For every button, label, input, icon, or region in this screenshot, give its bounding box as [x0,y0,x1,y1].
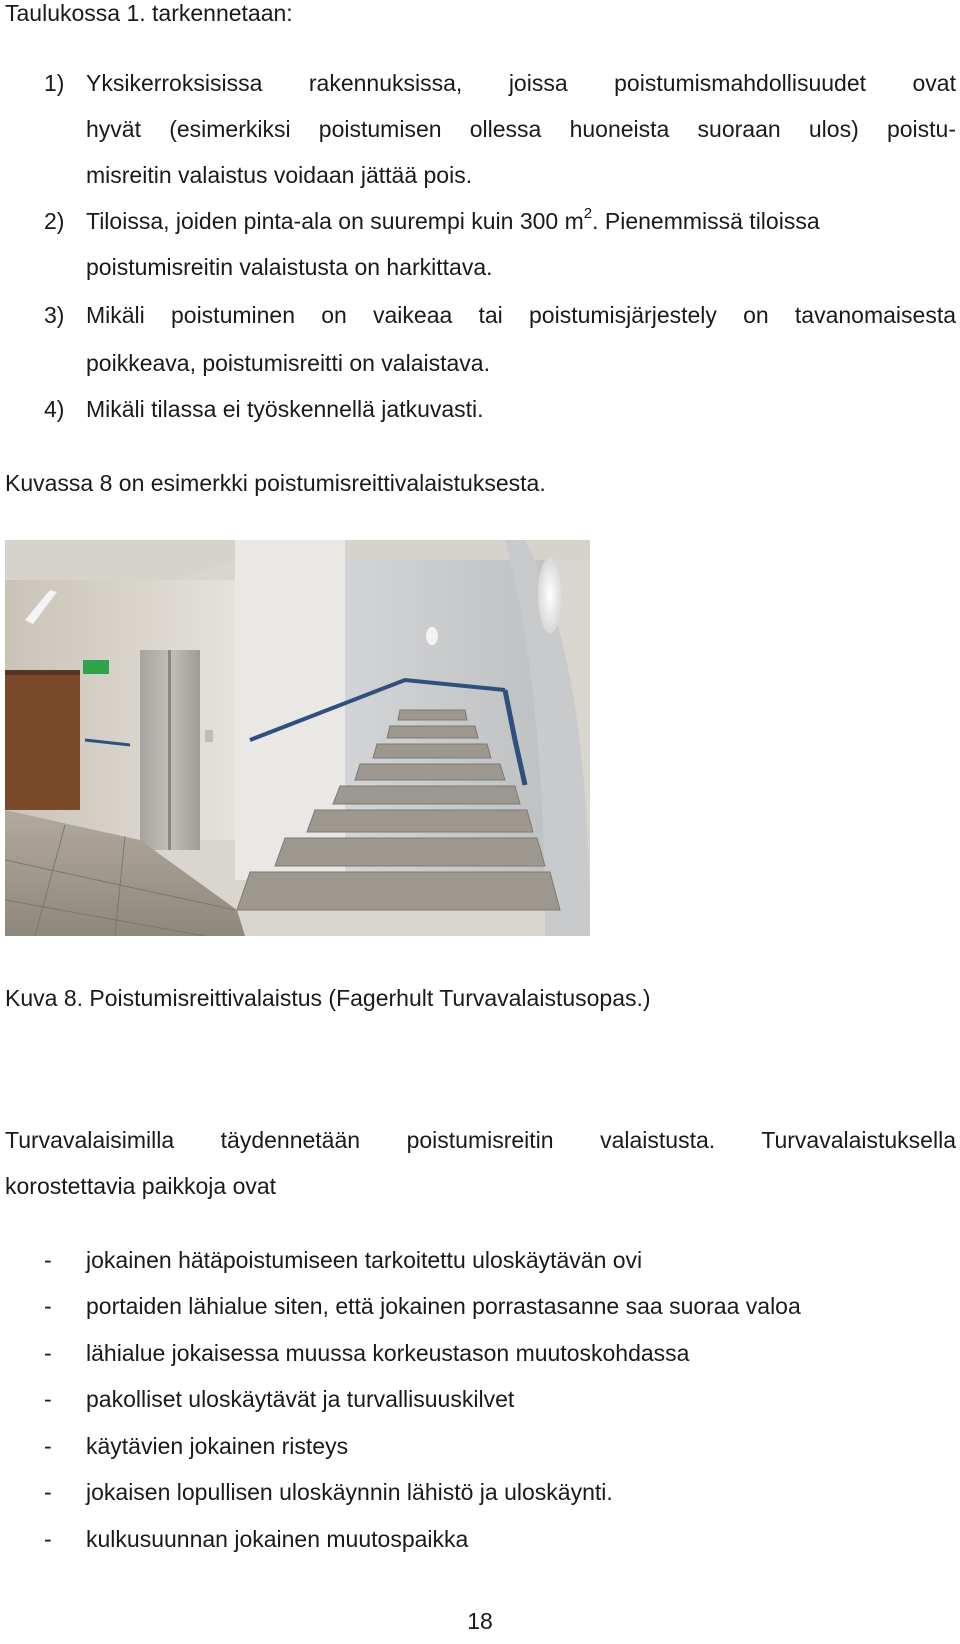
note-1-line-3: misreitin valaistus voidaan jättää pois. [86,162,473,188]
list-item: pakolliset uloskäytävät ja turvallisuuskilvet [86,1386,515,1412]
note-4-number: 4) [44,396,65,422]
intro-text: Taulukossa 1. tarkennetaan: [5,0,293,26]
paragraph-line-2: korostettavia paikkoja ovat [5,1173,277,1199]
note-2-number: 2) [44,208,65,234]
figure-caption: Kuva 8. Poistumisreittivalaistus (Fagerhult Turvavalaistusopas.) [5,985,651,1011]
note-2-after-sup: . Pienemmissä tiloissa [592,208,820,234]
list-item: kulkusuunnan jokainen muutospaikka [86,1526,469,1552]
bullet-dash: - [44,1247,52,1273]
note-1-line-1: Yksikerroksisissa rakennuksissa, joissa poistumismahdollisuudet ovat [86,70,956,96]
bullet-dash: - [44,1293,52,1319]
note-1-number: 1) [44,70,65,96]
note-3-line-2: poikkeava, poistumisreitti on valaistava. [86,350,490,376]
list-item: jokaisen lopullisen uloskäynnin lähistö ja uloskäynti. [86,1479,613,1505]
note-2-before-sup: Tiloissa, joiden pinta-ala on suurempi kuin 300 m [86,208,584,234]
figure-reference: Kuvassa 8 on esimerkki poistumisreittivalaistuksesta. [5,470,546,496]
note-2-line-2: poistumisreitin valaistusta on harkittava. [86,254,493,280]
note-4-line-1: Mikäli tilassa ei työskennellä jatkuvasti. [86,396,484,422]
bullet-dash: - [44,1526,52,1552]
note-3-number: 3) [44,302,65,328]
page-number: 18 [467,1608,493,1634]
bullet-dash: - [44,1340,52,1366]
list-item: portaiden lähialue siten, että jokainen porrastasanne saa suoraa valoa [86,1293,801,1319]
note-3-line-1: Mikäli poistuminen on vaikeaa tai poistumisjärjestely on tavanomaisesta [86,302,956,328]
note-2-line-1-main [86,198,820,244]
list-item: jokainen hätäpoistumiseen tarkoitettu uloskäytävän ovi [86,1247,643,1273]
bullet-dash: - [44,1386,52,1412]
list-item: käytävien jokainen risteys [86,1433,349,1459]
bullet-dash: - [44,1479,52,1505]
bullet-dash: - [44,1433,52,1459]
stairwell-photo [5,540,590,936]
note-2-line-1 [86,198,956,244]
note-2-superscript: 2 [583,205,593,223]
paragraph-line-1: Turvavalaisimilla täydennetään poistumisreitin valaistusta. Turvavalaistuksella [5,1127,956,1153]
note-1-line-2: hyvät (esimerkiksi poistumisen ollessa huoneista suoraan ulos) poistu- [86,116,956,142]
list-item: lähialue jokaisessa muussa korkeustason muutoskohdassa [86,1340,690,1366]
